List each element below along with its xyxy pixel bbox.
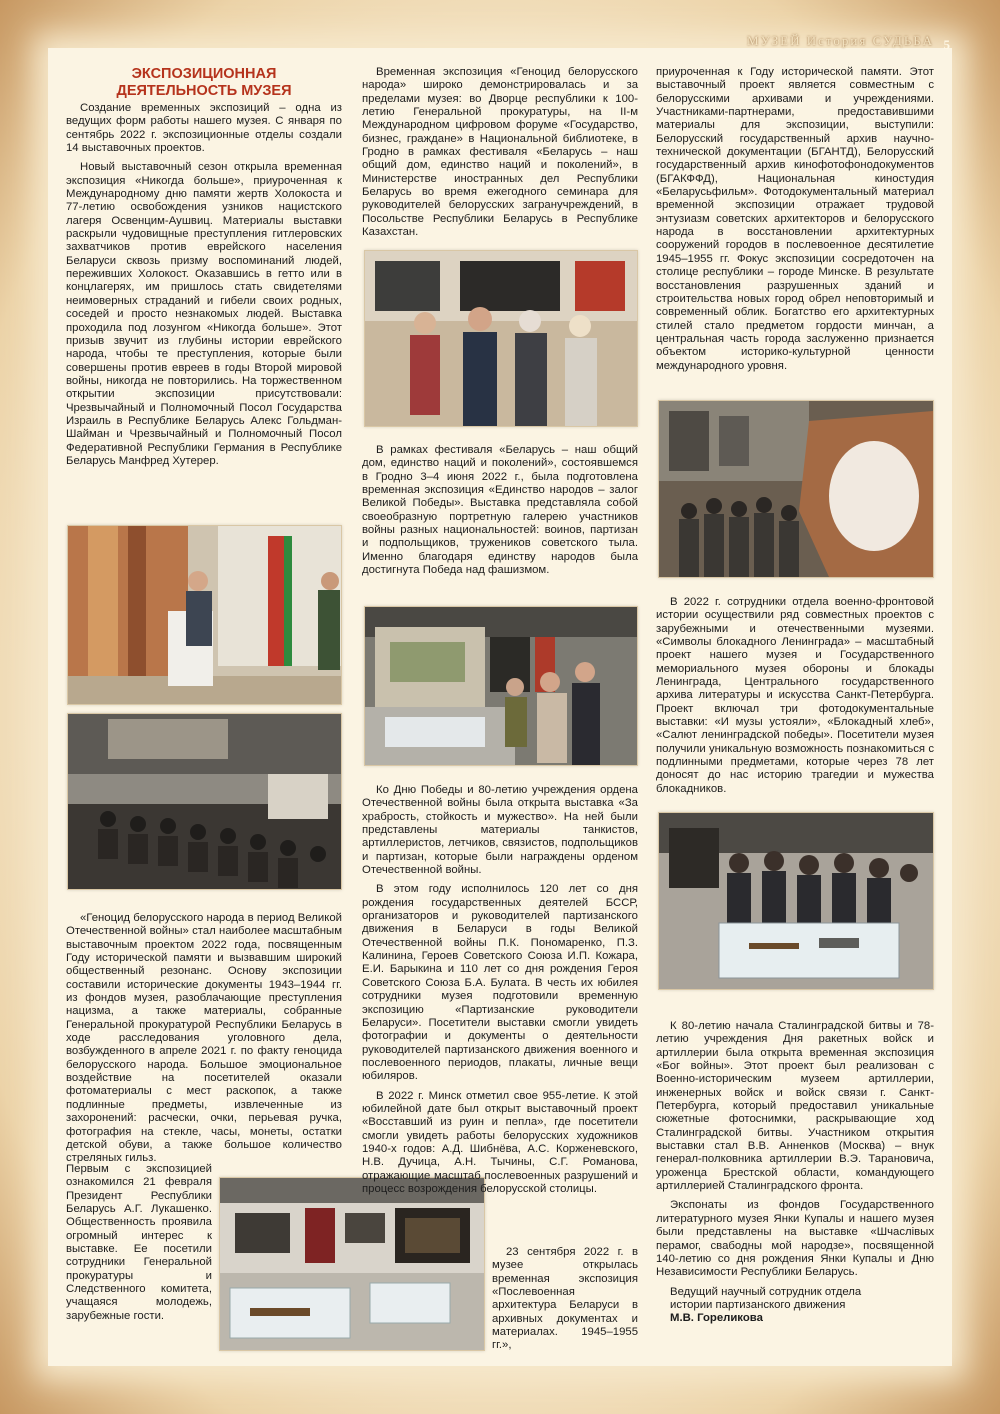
paragraph: В рамках фестиваля «Беларусь – наш общий дом, единство наций и поколений», состоявшемся в Гродно 3–4 июня 2022 г., была подготовлена временная экспозиция «Единство народов – залог Великой Победы». Выставка представляла собой своеобразную портретную галерею участников войны разных национальностей: воинов, партизан и подпольщиков, тружеников советского тыла. Именно благодаря единству народов была достигнута Победа над фашизмом. [362, 444, 638, 577]
paragraph: Первым с экспозицией ознакомился 21 февраля Президент Республики Беларусь А.Г. Лукашенко. Общественность проявила огромный интерес к выставке. Ее посетили сотрудники Генеральной прокуратуры и Следственного комитета, учащаяся молодежь, зарубежные гости. [66, 1163, 212, 1322]
author-name [656, 1312, 934, 1325]
right-column-top [656, 66, 934, 373]
photo-exhibition-display-cases [219, 1177, 485, 1351]
photo-students-at-display-case [658, 812, 934, 990]
middle-column-top [362, 66, 638, 239]
photo-audience-hall [67, 713, 342, 890]
photo-visitors-at-map-exhibit [364, 606, 638, 766]
article-title [66, 66, 342, 100]
author-position-line1: Ведущий научный сотрудник отдела [670, 1285, 862, 1298]
left-column-top [66, 66, 342, 468]
left-column-wrap [66, 1163, 212, 1323]
left-column-bottom [66, 912, 342, 1166]
author-name-text: М.В. Гореликова [670, 1312, 763, 1325]
paragraph: Экспонаты из фондов Государственного литературного музея Янки Купалы и нашего музея были представлены на выставке «Шчаслівых перамог, свабодны мой народзе», посвященной 140-летию со дня рождения Янки Купалы и Дню Независимости Республики Беларусь. [656, 1199, 934, 1279]
paragraph: приуроченная к Году исторической памяти. Этот выставочный проект является совместным с белорусскими архивами и учреждениями. Участниками-партнерами, предоставившими материалы для экспозиции, выступили: Белорусский государственный архив научно-технической документации (БГАНТД), Белорусский государственный архив кинофотофонодокументов (БГАКФФД), Национальная киностудия «Беларусьфильм». Фотодокументальный материал временной экспозиции отражает трудовой энтузиазм советских архитекторов и белорусского народа в восстановлении архитектурных сооружений городов в послевоенное десятилетие 1945–1955 гг. Фокус экспозиции сосредоточен на столице республики – городе Минске. В результате восстановления разрушенных зданий и строительства новых город обрел неповторимый и современный облик. Богатство его архитектурных стилей стало предметом гордости минчан, а центральная часть города заслуженно признается объектом историко-культурной ценности международного уровня. [656, 66, 934, 372]
middle-column-mid [362, 444, 638, 577]
photo-visitors-ruins-installation [658, 400, 934, 578]
article-title-line1: ЭКСПОЗИЦИОННАЯ [131, 66, 277, 82]
paragraph: К 80-летию начала Сталинградской битвы и 78-летию учреждения Дня ракетных войск и артиллерии была открыта временная экспозиция «Бог войны». Этот проект был реализован с Военно-историческим музеем артиллерии, инженерных войск и войск связи г. Санкт-Петербурга, который предоставил уникальные сюжетные фотоснимки, раскрывающие ход Сталинградской битвы. Участником открытия выставки стал В.В. Анненков (Москва) – внук генерал-полковника артиллерии В.Э. Тарановича, уроженца Брестской области, командующего артиллерией Сталинградского фронта. [656, 1020, 934, 1193]
paragraph: В 2022 г. Минск отметил свое 955-летие. К этой юбилейной дате был открыт выставочный проект «Восставший из руин и пепла», где посетители смогли увидеть работы белорусских художников 1940-х годов: А.Д. Шибнёва, А.С. Корженевского, Н.В. Дучица, А.Н. Тычины, С.Г. Романова, отражающие масштаб послевоенных разрушений и процесс возрождения белорусской столицы. [362, 1089, 638, 1195]
paragraph: В этом году исполнилось 120 лет со дня рождения государственных деятелей БССР, организаторов и руководителей партизанского движения в Беларуси в годы Великой Отечественной войны П.К. Пономаренко, П.З. Калинина, Героев Советского Союза И.П. Кожара, Е.И. Барыкина и 110 лет со дня рождения Героя Советского Союза Б.А. Булата. В честь их юбилея сотрудники музея подготовили временную экспозицию «Партизанские руководители Беларуси». Посетители выставки смогли увидеть фотографии и документы о деятельности руководителей партизанского движения военного и послевоенного периодов, плакаты, личные вещи юбиляров. [362, 883, 638, 1083]
article-title-line2: ДЕЯТЕЛЬНОСТЬ МУЗЕЯ [116, 83, 292, 99]
paragraph: Создание временных экспозиций – одна из ведущих форм работы нашего музея. С января по сентябрь 2022 г. экспозиционные отделы создали 14 выставочных проектов. [66, 102, 342, 155]
right-column-bottom [656, 1020, 934, 1326]
middle-column-wrap [492, 1246, 638, 1353]
photo-speaker-at-podium [67, 525, 342, 705]
photo-officials-at-exhibition [364, 250, 638, 427]
paragraph: В 2022 г. сотрудники отдела военно-фронтовой истории осуществили ряд совместных проектов с зарубежными и отечественными музеями. «Символы блокадного Ленинграда» – масштабный проект нашего музея и Государственного мемориального музея обороны и блокады Ленинграда, Центрального государственного архива литературы и искусства Санкт-Петербурга. Проект включал три фотодокументальные выставки: «И музы устояли», «Блокадный хлеб», «Салют ленинградской победы». Посетители музея получили уникальную возможность познакомиться с подлинными предметами, которые через 78 лет доносят до нас историю трагедии и мужества блокадников. [656, 596, 934, 795]
right-column-mid [656, 596, 934, 796]
page-number: 5 [943, 37, 950, 52]
author-position-line2: истории партизанского движения [670, 1298, 846, 1311]
paragraph: 23 сентября 2022 г. в музее открылась временная экспозиция «Послевоенная архитектура Беларуси в архивных документах и материалах. 1945–1955 гг.», [492, 1246, 638, 1352]
magazine-title: МУЗЕЙ История СУДЬБА [747, 33, 934, 48]
paragraph: Временная экспозиция «Геноцид белорусского народа» широко демонстрировалась и за пределами музея: во Дворце республики к 100-летию Генеральной прокуратуры, на II-м Международном цифровом форуме «Государство, бизнес, граждане» в Национальной библиотеке, в Гродно в рамках фестиваля «Беларусь – наш общий дом, единство наций и поколений», в Министерстве иностранных дел Республики Беларусь во время ежегодного семинара для руководителей белорусских загранучреждений, в Посольстве Республики Беларусь в Республике Казахстан. [362, 66, 638, 239]
paragraph: Новый выставочный сезон открыла временная экспозиция «Никогда больше», приуроченная к Международному дню памяти жертв Холокоста и 77-летию освобождения узников нацистского лагеря Освенцим-Аушвиц. Материалы выставки раскрыли чудовищные преступления гитлеровских захватчиков против еврейского населения Беларуси сквозь призму воспоминаний людей, переживших Холокост. Оказавшись в гетто или в концлагерях, им пришлось стать свидетелями неимоверных страданий и гибели своих родных, соседей и просто незнакомых людей. Выставка проходила под лозунгом «Никогда больше». Этот призыв звучит из глубины истории еврейского народа, чтобы те преступления, которые были совершены против евреев в годы Второй мировой войны, никогда не повторились. На торжественном открытии экспозиции присутствовали: Чрезвычайный и Полномочный Посол Государства Израиль в Республике Беларусь Алекс Гольдман-Шайман и Чрезвычайный и Полномочный Посол Федеративной Республики Германия в Республике Беларусь Манфред Хутерер. [66, 161, 342, 467]
paragraph: «Геноцид белорусского народа в период Великой Отечественной войны» стал наиболее масштабным выставочным проектом 2022 года, посвященным Году исторической памяти и вызвавшим широкий общественный резонанс. Основу экспозиции составили исторические документы 1943–1944 гг. из фондов музея, разоблачающие преступления нацизма, а также материалы, собранные Генеральной прокуратурой Республики Беларусь в ходе расследования уголовного дела, возбужденного в апреле 2021 г. по факту геноцида белорусского народа. Большое эмоциональное воздействие на посетителей оказали фотоматериалы с мест раскопок, а также подлинные предметы, извлеченные из захоронений: расчески, очки, перьевая ручка, фотография на стекле, часы, монеты, остатки детской обуви, а также большое количество стреляных гильз. [66, 912, 342, 1165]
paragraph: Ко Дню Победы и 80-летию учреждения ордена Отечественной войны была открыта выставка «За храбрость, стойкость и мужество». На ней были представлены материалы танкистов, артиллеристов, летчиков, связистов, подпольщиков и партизан, которые были награждены орденом Отечественной войны. [362, 784, 638, 877]
middle-column-bottom [362, 784, 638, 1196]
